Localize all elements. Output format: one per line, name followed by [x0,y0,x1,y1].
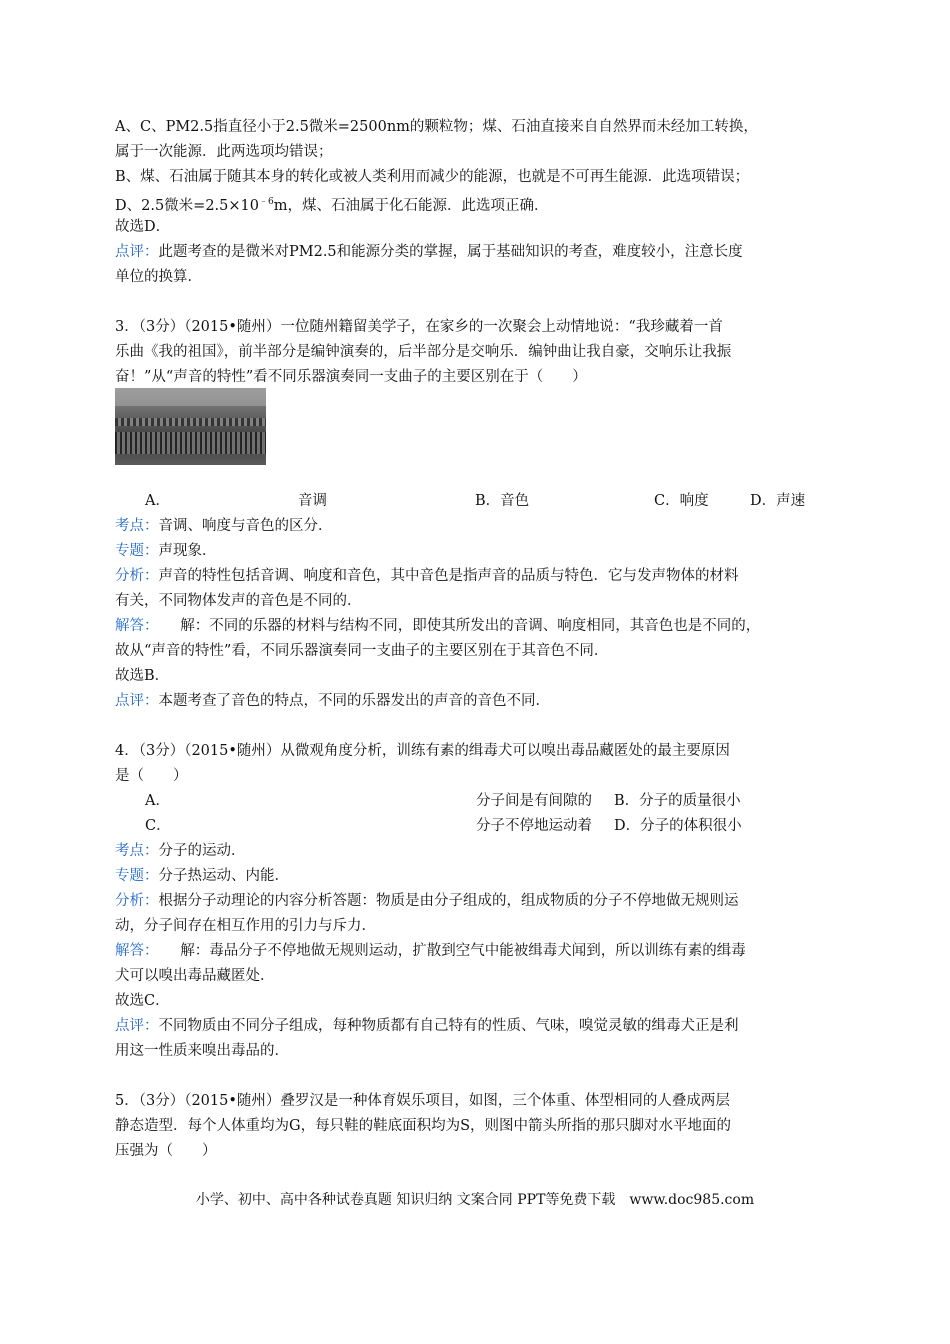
dianping-line [115,690,550,712]
dianping-label: 点评： [115,693,159,709]
page-footer: 小学、初中、高中各种试卷真题 知识归纳 文案合同 PPT等免费下载 www.doc985.com [195,1192,755,1208]
text-line [115,191,548,217]
question-stem: 是（ ） [115,768,188,784]
text-line: 有关，不同物体发声的音色是不同的． [115,593,362,609]
kaodian-line [115,515,333,537]
jieda-label: 解答： [115,618,152,634]
text-line: 故选B． [115,668,170,684]
zhuanti-line [115,540,217,562]
text-line: 故选C． [115,993,170,1009]
fenxi-line [115,890,739,912]
text-line: 属于一次能源．此两选项均错误； [115,144,333,160]
zhuanti-line [115,865,289,887]
text-span: m，煤、石油属于化石能源．此选项正确． [273,197,549,214]
jieda-line [115,940,746,962]
jieda-text: 解：毒品分子不停地做无规则运动，扩散到空气中能被缉毒犬闻到，所以训练有素的缉毒 [151,943,746,959]
option-c-letter: C． [145,818,171,834]
text-line: 故从“声音的特性”看，不同乐器演奏同一支曲子的主要区别在于其音色不同． [115,643,609,659]
fenxi-label: 分析： [115,568,159,584]
text-line: 故选D． [115,219,171,235]
question-stem: 奋！”从“声音的特性”看不同乐器演奏同一支曲子的主要区别在于（ ） [115,369,587,385]
dianping-line [115,1015,739,1037]
dianping-text: 不同物质由不同分子组成，每种物质都有自己特有的性质、气味，嗅觉灵敏的缉毒犬正是利 [158,1018,739,1034]
option-d: D．分子的体积很小 [614,818,742,834]
fenxi-text: 根据分子动理论的内容分析答题：物质是由分子组成的，组成物质的分子不停地做无规则运 [158,893,739,909]
exponent: ﹣6 [259,197,274,207]
option-a-text: 音调 [298,493,327,509]
text-line: 单位的换算． [115,269,202,285]
text-line: A、C、PM2.5指直径小于2.5微米=2500nm的颗粒物；煤、石油直接来自自然界而未经加工转换， [115,119,758,135]
fenxi-label: 分析： [115,893,159,909]
kaodian-line [115,840,246,862]
jieda-text: 解：不同的乐器的材料与结构不同，即使其所发出的音调、响度相同，其音色也是不同的， [151,618,761,634]
jieda-line [115,615,760,637]
option-a-text: 分子间是有间隙的 [476,793,592,809]
review-text: 此题考查的是微米对PM2.5和能源分类的掌握，属于基础知识的考查，难度较小，注意长度 [158,244,743,260]
fenxi-text: 声音的特性包括音调、响度和音色，其中音色是指声音的品质与特色．它与发声物体的材料 [158,568,739,584]
dianping-label: 点评： [115,1018,159,1034]
kaodian-label: 考点： [115,518,159,534]
text-line: B、煤、石油属于随其本身的转化或被人类利用而减少的能源，也就是不可再生能源．此选项错误； [115,169,750,185]
zhuanti-label: 专题： [115,543,159,559]
option-b: B．音色 [475,493,530,509]
option-a-letter: A． [145,493,170,509]
kaodian-label: 考点： [115,843,159,859]
text-line: 用这一性质来嗅出毒品的． [115,1043,289,1059]
zhuanti-text: 分子热运动、内能． [158,868,289,884]
fenxi-line [115,565,739,587]
option-a-letter: A． [145,793,170,809]
question-stem: 4．（3分）（2015•随州）从微观角度分析，训练有素的缉毒犬可以嗅出毒品藏匿处的最主要原因 [115,743,730,759]
question-stem: 乐曲《我的祖国》，前半部分是编钟演奏的，后半部分是交响乐．编钟曲让我自豪，交响乐让我振 [115,344,732,360]
kaodian-text: 分子的运动． [158,843,246,859]
option-b: B．分子的质量很小 [614,793,741,809]
question-stem: 压强为（ ） [115,1143,217,1159]
zhuanti-label: 专题： [115,868,159,884]
option-d: D．声速 [750,493,806,509]
question-stem: 3．（3分）（2015•随州）一位随州籍留美学子，在家乡的一次聚会上动情地说：“我珍藏着一首 [115,319,723,335]
question-stem: 5．（3分）（2015•随州）叠罗汉是一种体育娱乐项目，如图，三个体重、体型相同的人叠成两层 [115,1093,730,1109]
text-span: D、2.5微米=2.5×10 [115,197,259,214]
review-label: 点评： [115,244,159,260]
option-c: C．响度 [654,493,709,509]
question-stem: 静态造型．每个人体重均为G，每只鞋的鞋底面积均为S，则图中箭头所指的那只脚对水平地面的 [115,1118,732,1134]
option-c-text: 分子不停地运动着 [476,818,592,834]
review-line [115,241,743,263]
dianping-text: 本题考查了音色的特点，不同的乐器发出的声音的音色不同． [158,693,550,709]
text-line: 动，分子间存在相互作用的引力与斥力． [115,918,376,934]
jieda-label: 解答： [115,943,152,959]
zhuanti-text: 声现象． [158,543,217,559]
kaodian-text: 音调、响度与音色的区分． [158,518,333,534]
text-line: 犬可以嗅出毒品藏匿处． [115,968,275,984]
bianzhong-photo [115,388,266,465]
